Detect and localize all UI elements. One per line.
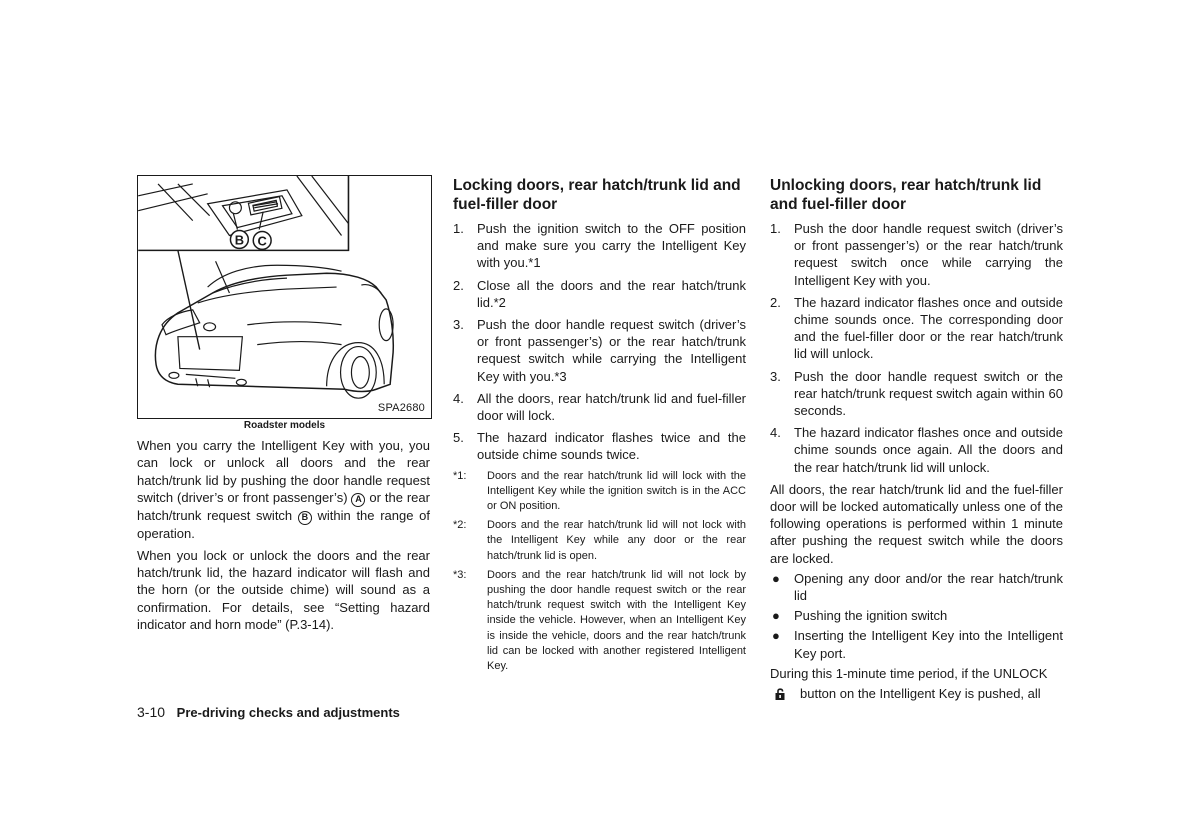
step-number: 1. [453,221,464,236]
step-text: Close all the doors and the rear hatch/trunk lid.*2 [477,277,746,310]
step-text: Push the door handle request switch or the rear hatch/trunk request switch again within 60 seconds. [794,368,1063,419]
list-item [770,220,1063,289]
note-text: Doors and the rear hatch/trunk lid will lock with the Intelligent Key while the ignition switch is in the ACC or ON position. [487,469,746,513]
auto-lock-paragraph: All doors, the rear hatch/trunk lid and the fuel-filler door will be locked automatically unless one of the following operations is performed within 1 minute after pushing the request switch while the doors are locked. [770,481,1063,566]
figure-code: SPA2680 [377,402,425,414]
intro-text-b: or the rear hatch/trunk request switch [137,490,430,524]
list-item [770,424,1063,476]
bullet-icon: ● [772,628,780,644]
list-item [770,570,1063,604]
intro-paragraph [137,437,430,543]
list-item [453,390,746,424]
step-number: 4. [453,390,464,406]
note-marker: *3: [453,568,467,581]
step-text: Push the ignition switch to the OFF position and make sure you carry the Intelligent Key with you.*1 [477,221,746,271]
bullet-text: Inserting the Intelligent Key into the Intelligent Key port. [794,628,1063,661]
callout-a-inline: A [351,493,365,507]
step-text: The hazard indicator flashes twice and the outside chime sounds twice. [477,430,746,463]
car-rear-diagram [138,176,431,418]
note-text: Doors and the rear hatch/trunk lid will not lock by pushing the door handle request switch or the rear hatch/trunk request switch with the Intelligent Key inside the vehicle. However, when an Intelligent Key is inside the vehicle, doors and the rear hatch/trunk lid can be locked with another registered Intelligent Key. [487,568,746,673]
locking-heading: Locking doors, rear hatch/trunk lid and fuel-filler door [453,177,741,213]
step-number: 5. [453,430,464,446]
list-item [453,277,746,311]
note-text: Doors and the rear hatch/trunk lid will not lock with the Intelligent Key while any door or the rear hatch/trunk lid is open. [487,519,746,562]
page-number: 3-10 [137,704,166,720]
unlocking-section [770,176,1063,702]
note-marker: *1: [453,469,467,482]
step-number: 3. [770,368,781,384]
bullet-text: Opening any door and/or the rear hatch/trunk lid [794,570,1063,604]
callout-b-label: B [234,232,245,248]
bullet-text: Pushing the ignition switch [794,608,948,624]
list-item [770,607,1063,624]
note-item [453,469,746,515]
locking-notes [453,469,746,675]
intro-text-a: When you carry the Intelligent Key with you, you can lock or unlock all doors and the rear hatch/trunk lid by pushing the door handle request switch (driver’s or front passenger’s) [137,438,430,506]
callout-c-label: C [257,233,267,249]
bullet-icon: ● [772,608,780,624]
list-item [453,316,746,385]
locking-section [453,176,746,678]
bullet-icon: ● [772,570,780,586]
list-item [770,627,1063,661]
left-column [137,437,430,638]
list-item [453,220,746,272]
unlock-icon [774,687,788,701]
locking-steps [453,220,746,464]
callout-b [230,231,248,249]
list-item [770,294,1063,363]
step-text: All the doors, rear hatch/trunk lid and fuel-filler door will lock. [477,390,746,424]
footer-title: Pre-driving checks and adjustments [176,705,400,720]
list-item [453,429,746,463]
step-text: Push the door handle request switch (driver’s or front passenger’s) or the rear hatch/trunk request switch while carrying the Intelligent Key with you.*3 [477,317,746,384]
step-number: 2. [453,277,464,293]
step-text: Push the door handle request switch (driver’s or front passenger’s) or the rear hatch/trunk request switch once while carrying the Intelligent Key with you. [794,221,1063,288]
step-text: The hazard indicator flashes once and outside chime sounds once. The corresponding door and the fuel-filler door or the rear hatch/trunk lid will unlock. [794,294,1063,362]
note-item [453,568,746,674]
unlock-button-line [770,685,1063,702]
note-item [453,518,746,564]
intro-text-c: within the range of operation. [137,508,430,542]
note-marker: *2: [453,519,467,532]
callout-b-inline: B [298,511,312,525]
unlocking-steps [770,220,1063,476]
step-text: The hazard indicator flashes once and outside chime sounds once again. All the doors and the rear hatch/trunk lid will unlock. [794,425,1063,475]
unlock-period-text: During this 1-minute time period, if the UNLOCK [770,665,1048,681]
operations-list [770,570,1063,662]
step-number: 4. [770,425,781,441]
step-number: 3. [453,317,464,333]
step-number: 1. [770,221,781,236]
step-number: 2. [770,294,781,310]
confirmation-paragraph: When you lock or unlock the doors and the rear hatch/trunk lid, the hazard indicator will flash and the horn (or the outside chime) will sound as a confirmation. For details, see “Setting hazard indicator and horn mode” (P.3-14). [137,547,430,633]
callout-c [253,232,271,250]
roadster-illustration [137,175,432,419]
page-footer [137,704,400,720]
unlocking-heading: Unlocking doors, rear hatch/trunk lid and fuel-filler door [770,177,1042,213]
figure-caption: Roadster models [243,420,326,431]
list-item [770,368,1063,420]
unlock-button-text: button on the Intelligent Key is pushed, all [800,686,1041,702]
